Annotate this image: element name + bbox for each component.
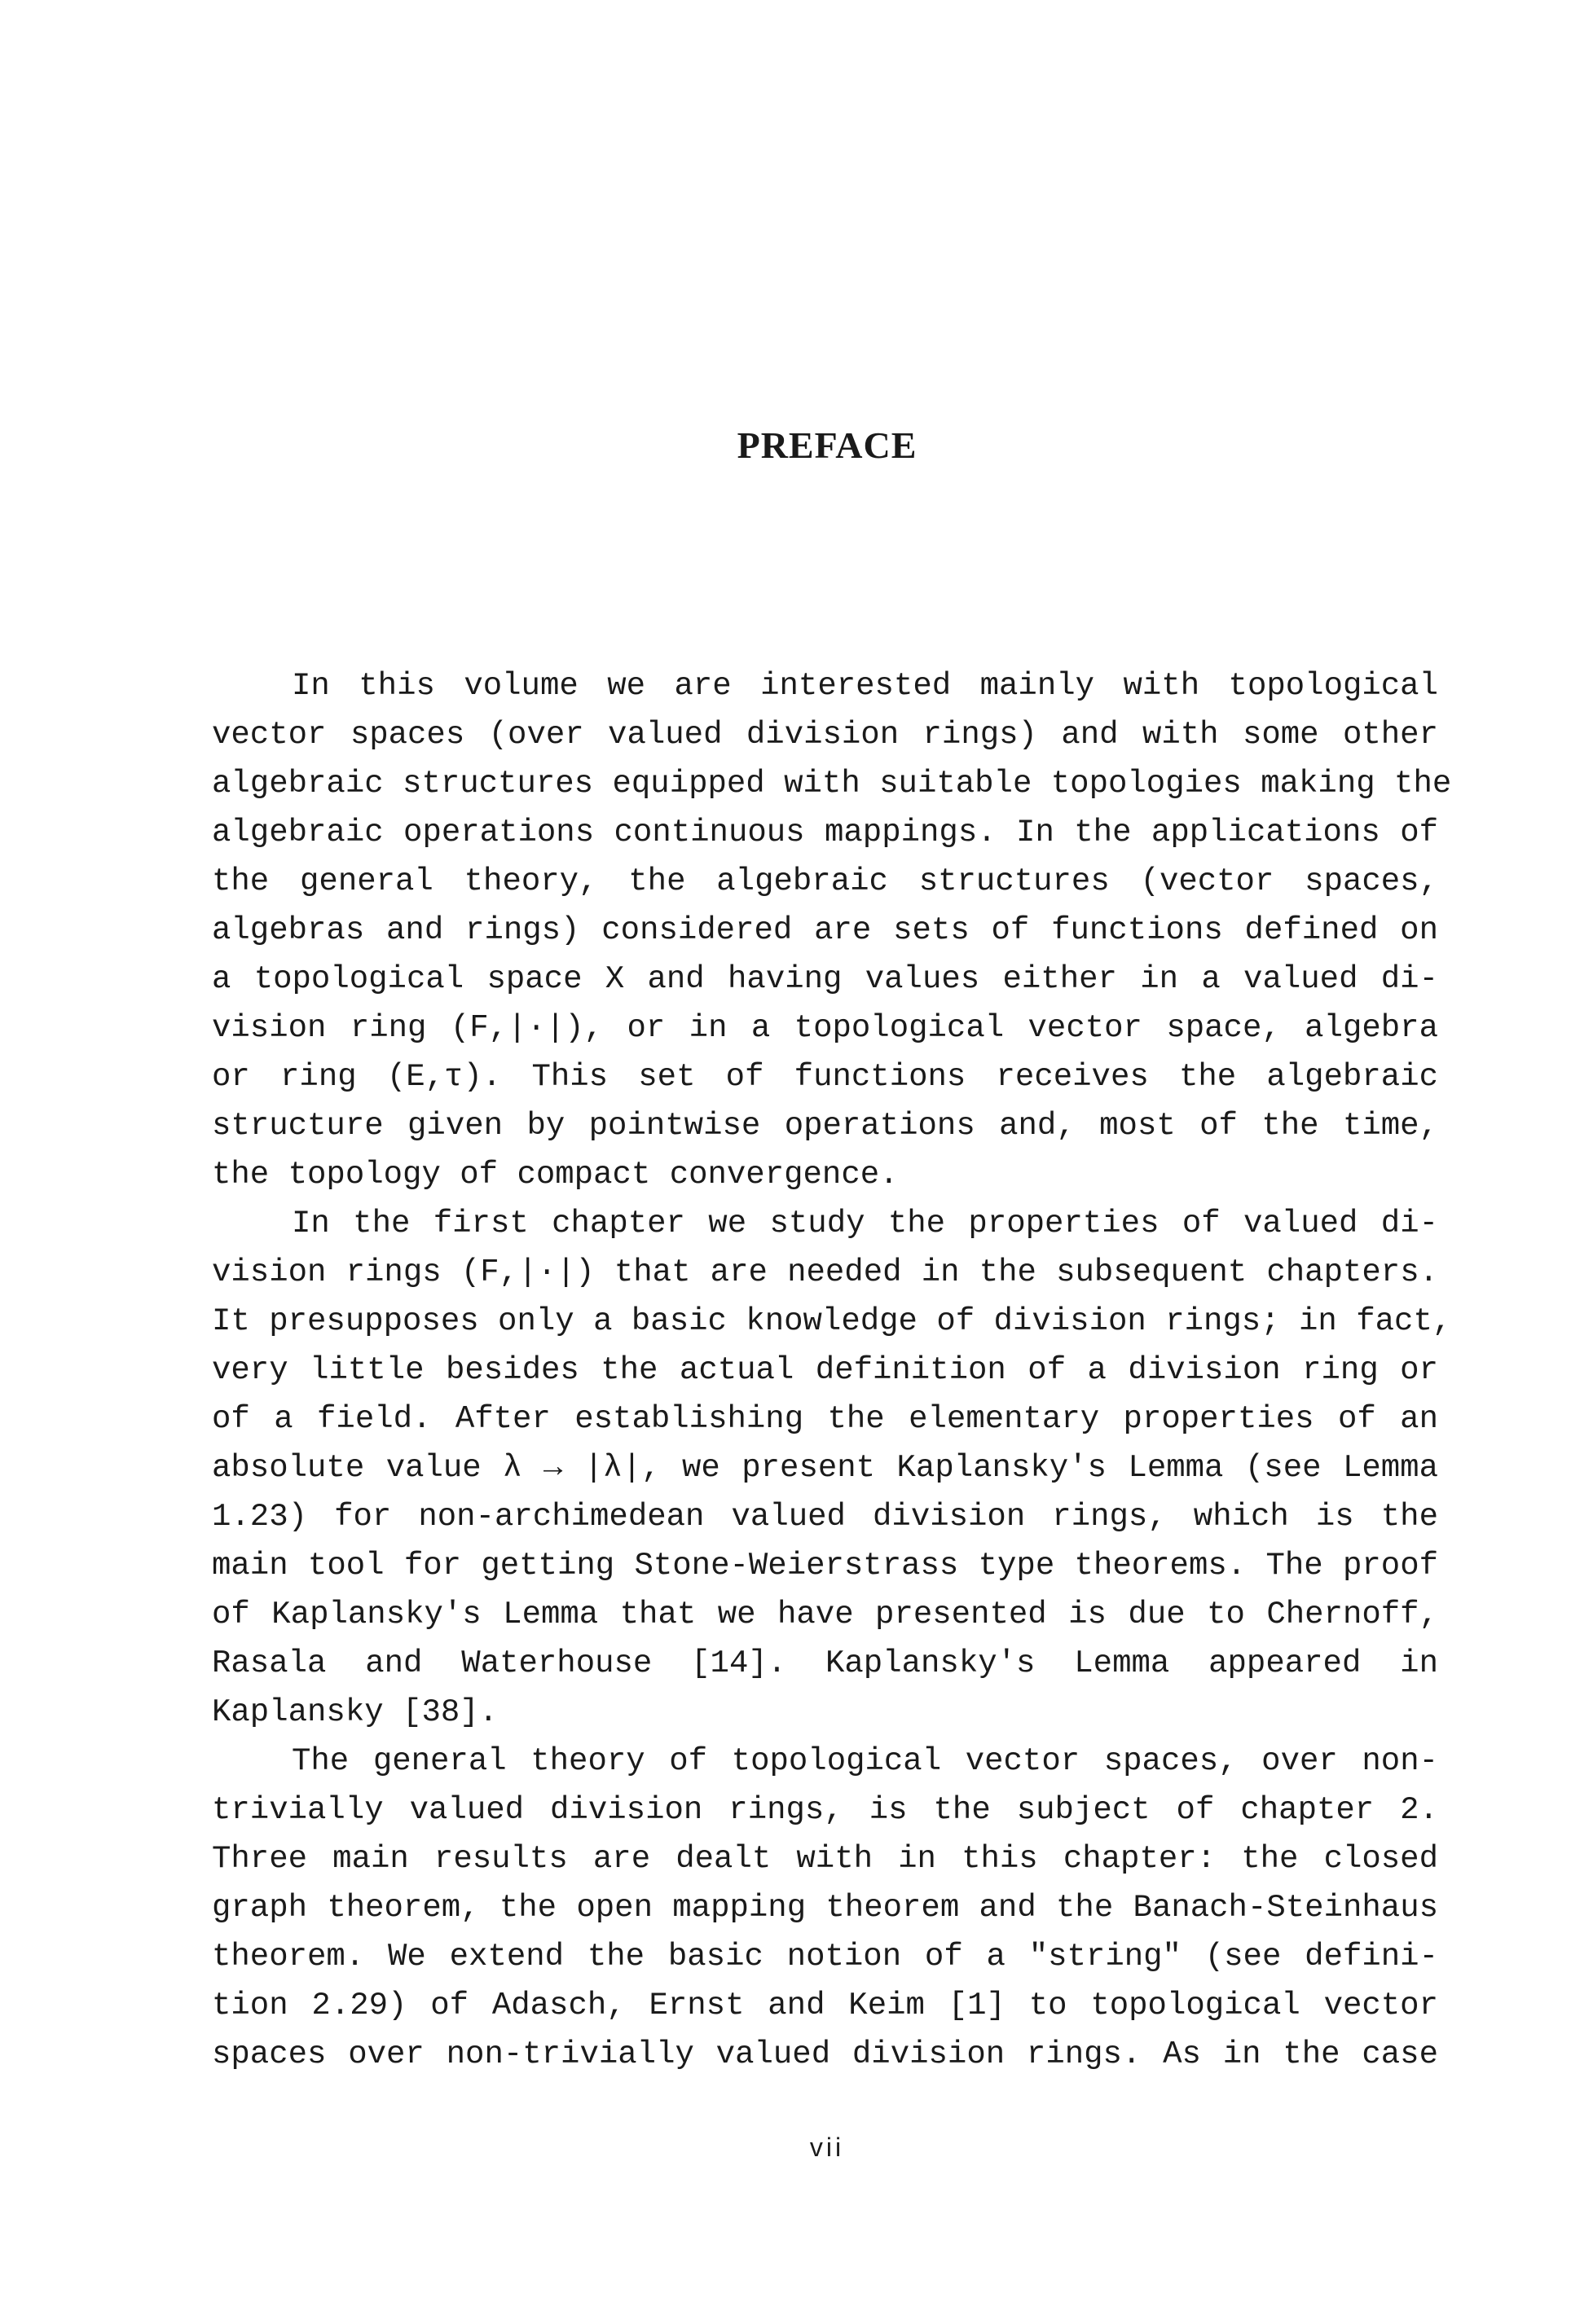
text-line: trivially valued division rings, is the subject of chapter 2.: [212, 1792, 1438, 1828]
text-line: algebraic operations continuous mappings. In the applications of: [212, 815, 1438, 850]
text-line: tion 2.29) of Adasch, Ernst and Keim [1] to topological vector: [212, 1988, 1438, 2023]
paragraph-1: [212, 661, 1452, 1199]
text-line: the general theory, the algebraic structures (vector spaces,: [212, 863, 1438, 899]
text-line: graph theorem, the open mapping theorem and the Banach-Steinhaus: [212, 1890, 1438, 1926]
paragraph-3: [212, 1737, 1438, 2079]
page-number: vii: [809, 2133, 845, 2162]
text-line: absolute value λ → |λ|, we present Kaplansky's Lemma (see Lemma: [212, 1450, 1438, 1486]
text-line: vision ring (F,|·|), or in a topological vector space, algebra: [212, 1010, 1438, 1046]
text-line: algebras and rings) considered are sets of functions defined on: [212, 912, 1438, 948]
text-line: Three main results are dealt with in this chapter: the closed: [212, 1841, 1438, 1877]
text-line: spaces over non-trivially valued division rings. As in the case: [212, 2036, 1438, 2072]
text-line: or ring (E,τ). This set of functions receives the algebraic: [212, 1059, 1438, 1095]
text-line: In the first chapter we study the properties of valued di-: [292, 1206, 1438, 1241]
text-line: very little besides the actual definition of a division ring or: [212, 1352, 1438, 1388]
text-line: Kaplansky [38].: [212, 1694, 499, 1730]
text-line: The general theory of topological vector spaces, over non-: [292, 1743, 1438, 1779]
text-line: In this volume we are interested mainly with topological: [292, 668, 1438, 704]
text-line: Rasala and Waterhouse [14]. Kaplansky's Lemma appeared in: [212, 1645, 1438, 1681]
page-title: PREFACE: [737, 424, 918, 466]
text-line: the topology of compact convergence.: [212, 1157, 899, 1193]
text-line: of Kaplansky's Lemma that we have presented is due to Chernoff,: [212, 1597, 1438, 1632]
text-line: 1.23) for non-archimedean valued division rings, which is the: [212, 1499, 1438, 1535]
text-line: theorem. We extend the basic notion of a "string" (see defini-: [212, 1939, 1438, 1975]
text-line: structure given by pointwise operations and, most of the time,: [212, 1108, 1438, 1144]
paragraph-2: [212, 1199, 1452, 1737]
text-line: main tool for getting Stone-Weierstrass type theorems. The proof: [212, 1548, 1438, 1584]
text-line: a topological space X and having values either in a valued di-: [212, 961, 1438, 997]
text-line: It presupposes only a basic knowledge of division rings; in fact,: [212, 1303, 1452, 1339]
preface-body: [212, 661, 1452, 2079]
text-line: algebraic structures equipped with suitable topologies making the: [212, 766, 1452, 802]
text-line: of a field. After establishing the elementary properties of an: [212, 1401, 1438, 1437]
text-line: vision rings (F,|·|) that are needed in the subsequent chapters.: [212, 1254, 1438, 1290]
text-line: vector spaces (over valued division rings) and with some other: [212, 717, 1438, 753]
